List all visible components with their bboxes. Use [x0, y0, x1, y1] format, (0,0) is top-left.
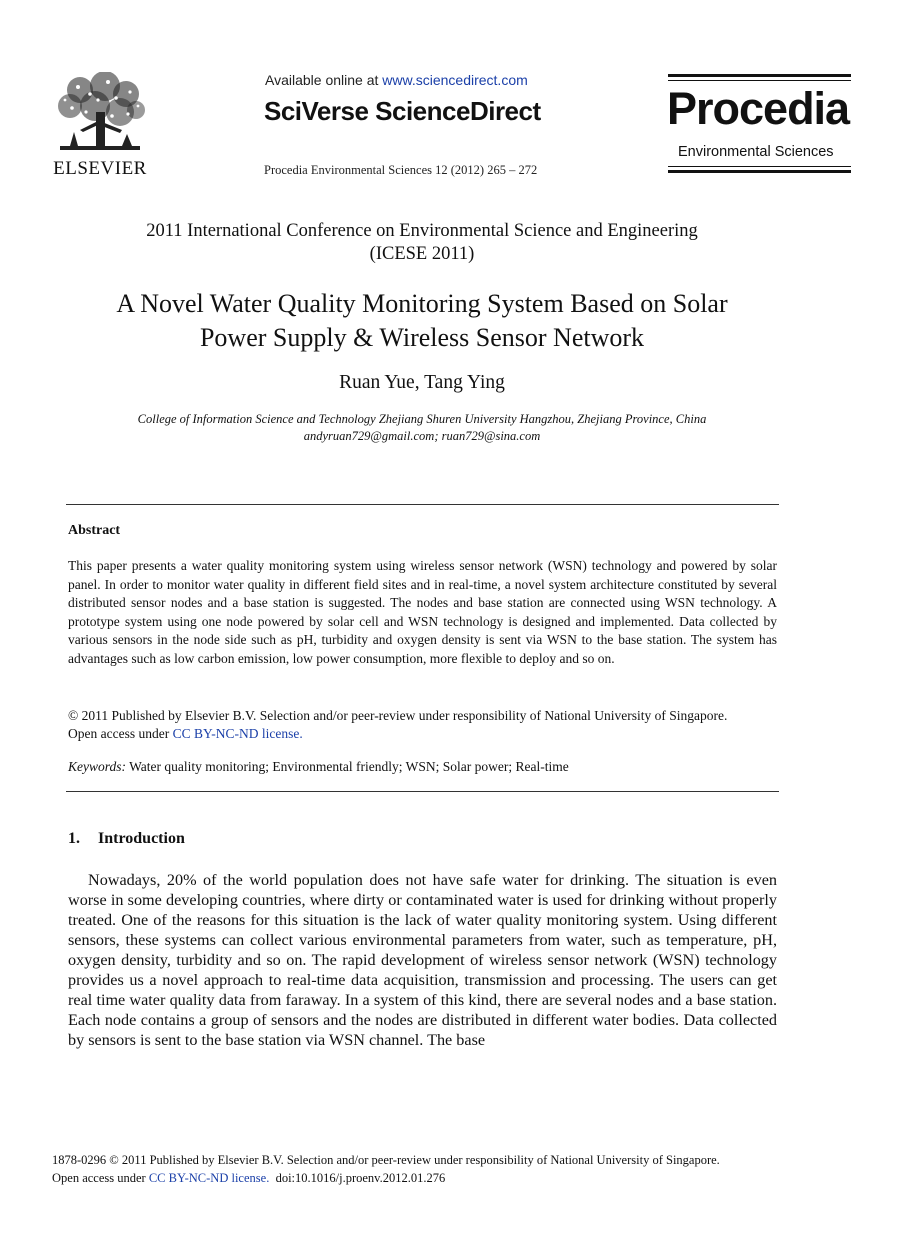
journal-logo: Procedia [667, 83, 850, 134]
copyright-notice [68, 707, 777, 742]
procedia-rule [668, 80, 851, 81]
section-title: Introduction [98, 830, 185, 847]
sciencedirect-link[interactable]: www.sciencedirect.com [382, 72, 528, 88]
abstract-text: This paper presents a water quality monitoring system using wireless sensor network (WSN) technology and powered by solar panel. In order to monitor water quality in different field sites and in real-time, a novel system architecture constituted by several distributed sensor nodes and a base station is suggested. The nodes and base station are connected using WSN technology. A prototype system using one node powered by solar cell and WSN technology is designed and implemented. Data collected by various sensors in the node side such as pH, turbidity and oxygen density is sent via WSN to the base station. The system has advantages such as low carbon emission, low power consumption, more flexible to deploy and so on. [68, 558, 777, 666]
conference-line: (ICESE 2011) [369, 244, 475, 264]
authors: Ruan Yue, Tang Ying [339, 372, 505, 393]
footer [52, 1152, 812, 1187]
procedia-rule [668, 166, 851, 167]
footer-open-access [52, 1170, 812, 1188]
abstract-heading: Abstract [68, 523, 121, 538]
available-prefix: Available online at [265, 72, 383, 88]
publisher-name: ELSEVIER [53, 158, 147, 179]
divider [66, 791, 779, 792]
footer-license-link[interactable]: CC BY-NC-ND license. [148, 1170, 270, 1185]
keywords-label: Keywords: [68, 759, 126, 774]
conference-name [0, 220, 844, 266]
affiliation-line: College of Information Science and Technology Zhejiang Shuren University Hangzhou, Zhejiang Province, China [137, 412, 707, 426]
section-heading [68, 830, 185, 848]
platform-logo: SciVerse ScienceDirect [264, 96, 541, 126]
elsevier-logo [50, 72, 150, 182]
doi: doi:10.1016/j.proenv.2012.01.276 [269, 1170, 446, 1185]
journal-reference: Procedia Environmental Sciences 12 (2012) 265 – 272 [264, 163, 538, 177]
conference-line: 2011 International Conference on Environmental Science and Engineering [146, 221, 698, 241]
open-access-prefix: Open access under [68, 725, 173, 741]
title-line: A Novel Water Quality Monitoring System Based on Solar [116, 289, 728, 318]
footer-open-access-prefix: Open access under [52, 1170, 149, 1185]
introduction-text: Nowadays, 20% of the world population does not have safe water for drinking. The situation is even worse in some developing countries, where dirty or contaminated water is used for drinking without properly treated. One of the reasons for this situation is the lack of water quality monitoring system. Using different sensors, these systems can collect various environmental parameters from water, such as temperature, pH, oxygen density, turbidity and so on. The rapid development of wireless sensor network (WSN) technology provides us a novel approach to real-time data acquisition, transmission and processing. The users can get real time water quality data from faraway. In a system of this kind, there are several nodes and a base station. Each node contains a group of sensors and the nodes are distributed in different water bodies. Data collected by sensors is sent to the base station via WSN channel. The base [68, 871, 777, 1049]
divider [66, 504, 779, 505]
procedia-rule [668, 74, 851, 77]
license-link[interactable]: CC BY-NC-ND license. [172, 725, 303, 741]
affiliation [0, 411, 844, 445]
open-access-line [68, 725, 777, 743]
journal-subtitle: Environmental Sciences [678, 144, 834, 160]
section-number: 1. [68, 830, 80, 847]
keywords-list: Water quality monitoring; Environmental friendly; WSN; Solar power; Real-time [126, 759, 569, 774]
title-line: Power Supply & Wireless Sensor Network [199, 323, 645, 352]
elsevier-tree-icon [50, 72, 150, 158]
footer-copyright: 1878-0296 © 2011 Published by Elsevier B.V. Selection and/or peer-review under responsibility of National University of Singapore. [52, 1153, 720, 1167]
copyright-line: © 2011 Published by Elsevier B.V. Selection and/or peer-review under responsibility of National University of Singapore. [68, 708, 728, 723]
available-online [265, 72, 528, 88]
keywords [68, 758, 777, 776]
procedia-rule [668, 170, 851, 173]
paper-title [0, 287, 844, 355]
author-emails: andyruan729@gmail.com; ruan729@sina.com [303, 429, 541, 443]
